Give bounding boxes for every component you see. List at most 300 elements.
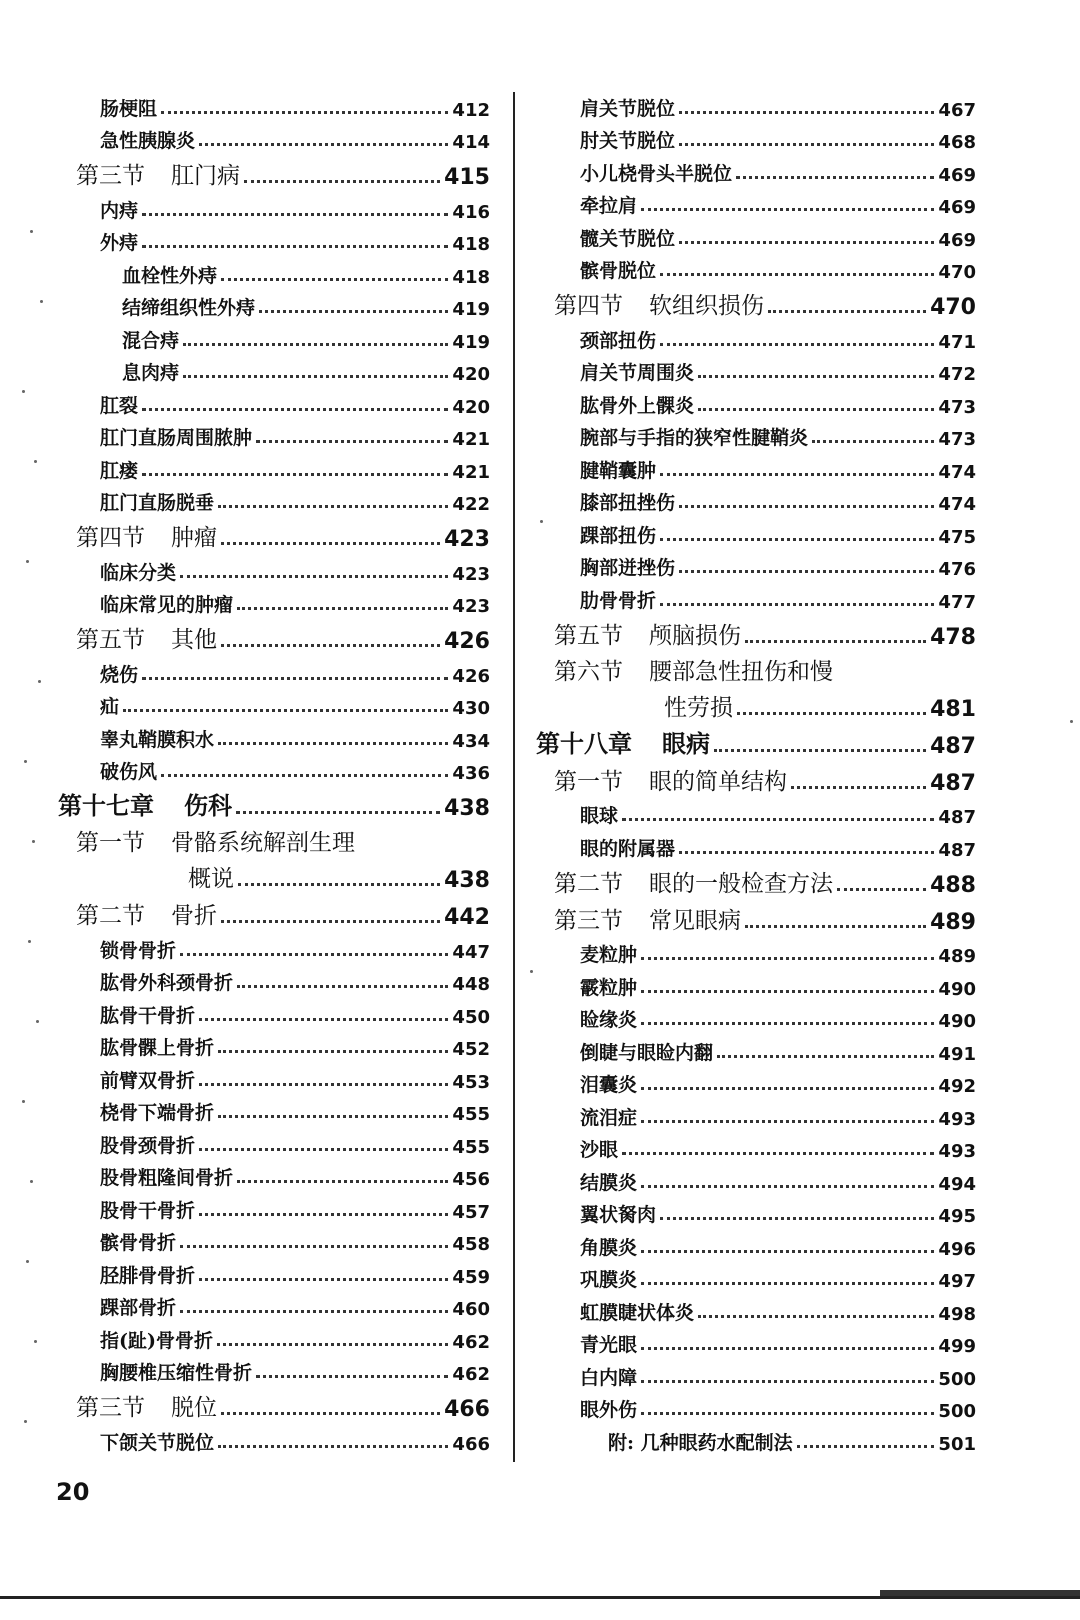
page-ref: 455: [452, 1136, 490, 1158]
scan-speck: [24, 1420, 27, 1423]
toc-item-entry[interactable]: [536, 218, 976, 251]
leader-dots: [180, 953, 448, 956]
page-ref: 426: [452, 665, 490, 687]
leader-dots: [660, 343, 934, 346]
leader-dots: [244, 180, 440, 183]
entry-title: 烧伤: [100, 663, 139, 686]
toc-item-entry[interactable]: [536, 1065, 976, 1098]
toc-section-entry[interactable]: [58, 153, 490, 190]
section-name: 眼的简单结构: [649, 768, 787, 795]
scan-speck: [34, 1340, 37, 1343]
leader-dots: [142, 408, 448, 411]
page-ref: 416: [452, 201, 490, 223]
page-ref: 436: [452, 763, 490, 784]
toc-note-entry[interactable]: [536, 1422, 976, 1455]
chapter-name: 眼病: [662, 728, 710, 758]
toc-item-entry[interactable]: [58, 385, 490, 418]
page-ref: 459: [452, 1266, 490, 1288]
leader-dots: [199, 1278, 448, 1281]
toc-section-entry[interactable]: [58, 893, 490, 930]
leader-dots: [218, 1115, 448, 1118]
page-ref: 494: [938, 1173, 976, 1195]
toc-item-entry[interactable]: [536, 828, 976, 861]
entry-title: [554, 287, 764, 320]
toc-item-entry[interactable]: [58, 121, 490, 154]
page-ref: 421: [452, 429, 490, 450]
page-ref: 487: [930, 770, 976, 796]
section-name-continued: 概说: [188, 866, 234, 892]
leader-dots: [737, 712, 926, 715]
entry-title: 膝部扭挫伤: [580, 492, 676, 514]
toc-item-entry[interactable]: [536, 1390, 976, 1423]
page-ref: 419: [452, 331, 490, 353]
leader-dots: [660, 603, 934, 606]
entry-title: 霰粒肿: [580, 976, 638, 999]
toc-item-entry[interactable]: [58, 223, 490, 256]
entry-title: 麦粒肿: [580, 944, 638, 966]
entry-title: 股骨粗隆间骨折: [100, 1167, 234, 1189]
scan-speck: [30, 1180, 33, 1183]
entry-title: 青光眼: [580, 1334, 638, 1356]
toc-item-entry[interactable]: [58, 450, 490, 483]
page-ref: 481: [930, 696, 976, 722]
page-ref: 487: [938, 839, 976, 861]
page-ref: 415: [444, 165, 490, 190]
toc-item-entry[interactable]: [536, 967, 976, 1000]
entry-title: [76, 897, 217, 930]
page-ref: 497: [938, 1271, 976, 1292]
scan-speck: [26, 560, 29, 563]
section-name-continued: 性劳损: [664, 694, 733, 721]
page-ref: 475: [938, 526, 976, 548]
section-number: 第六节: [554, 658, 623, 685]
toc-item-entry[interactable]: [536, 483, 976, 516]
entry-title: 锁骨骨折: [100, 939, 177, 962]
toc-section-entry[interactable]: [58, 821, 490, 857]
toc-item-entry[interactable]: [536, 450, 976, 483]
entry-title: 肱骨髁上骨折: [100, 1037, 215, 1059]
page-ref: 470: [930, 295, 976, 320]
toc-section-entry-continued[interactable]: [58, 857, 490, 893]
bottom-rule: [0, 1596, 1080, 1599]
leader-dots: [641, 1087, 934, 1090]
page-ref: 457: [452, 1201, 490, 1223]
page-ref: 430: [452, 698, 490, 719]
toc-section-entry[interactable]: [536, 898, 976, 935]
leader-dots: [217, 1343, 448, 1346]
page-ref: 414: [452, 132, 490, 153]
leader-dots: [161, 774, 448, 777]
section-number: 第四节: [554, 293, 623, 319]
section-name: 肿瘤: [171, 525, 217, 551]
page-ref: 473: [938, 396, 976, 418]
toc-item-entry[interactable]: [536, 320, 976, 353]
leader-dots: [256, 440, 448, 443]
entry-title: 肱骨外科颈骨折: [100, 972, 234, 994]
leader-dots: [622, 1152, 934, 1155]
page-ref: 490: [938, 978, 976, 1000]
entry-title: [76, 157, 240, 190]
section-number: 第二节: [554, 870, 623, 897]
section-number: 第三节: [76, 1395, 145, 1421]
toc-left-column: [58, 88, 490, 1455]
page-ref: 418: [452, 234, 490, 255]
toc-item-entry[interactable]: [536, 515, 976, 548]
scan-speck: [22, 1100, 25, 1103]
toc-item-entry[interactable]: [58, 1060, 490, 1093]
entry-title: [58, 786, 232, 821]
page-ref: 476: [938, 559, 976, 580]
leader-dots: [641, 208, 934, 211]
page-ref: 488: [930, 872, 976, 898]
page-ref: 491: [938, 1043, 976, 1065]
leader-dots: [237, 985, 448, 988]
leader-dots: [698, 1315, 934, 1318]
leader-dots: [714, 749, 926, 752]
toc-item-entry[interactable]: [536, 1357, 976, 1390]
scan-speck: [28, 940, 31, 943]
section-name: 骨折: [171, 903, 217, 929]
toc-subitem-entry[interactable]: [58, 320, 490, 353]
leader-dots: [221, 1412, 440, 1415]
entry-title: 肋骨骨折: [580, 589, 657, 612]
page-ref: 478: [930, 624, 976, 650]
toc-item-entry[interactable]: [58, 719, 490, 752]
toc-subitem-entry[interactable]: [58, 288, 490, 321]
leader-dots: [745, 925, 926, 928]
entry-title: 血栓性外痔: [122, 264, 218, 287]
leader-dots: [180, 1245, 448, 1248]
toc-item-entry[interactable]: [58, 1353, 490, 1386]
toc-section-entry[interactable]: [536, 650, 976, 686]
toc-item-entry[interactable]: [58, 1190, 490, 1223]
toc-item-entry[interactable]: [58, 1158, 490, 1191]
toc-item-entry[interactable]: [58, 1125, 490, 1158]
leader-dots: [199, 1213, 448, 1216]
entry-title: [76, 519, 217, 552]
leader-dots: [641, 1282, 934, 1285]
scan-speck: [540, 520, 543, 523]
toc-item-entry[interactable]: [536, 1260, 976, 1293]
leader-dots: [717, 1055, 934, 1058]
entry-title: 肛门直肠周围脓肿: [100, 427, 253, 449]
page-ref: 489: [938, 946, 976, 967]
leader-dots: [221, 278, 448, 281]
entry-title: 睑缘炎: [580, 1009, 638, 1031]
leader-dots: [641, 1412, 934, 1415]
entry-title: 肛门直肠脱垂: [100, 492, 215, 514]
entry-title: [536, 724, 710, 759]
entry-title: 翼状胬肉: [580, 1204, 657, 1226]
toc-item-entry[interactable]: [536, 1227, 976, 1260]
toc-item-entry[interactable]: [536, 186, 976, 219]
toc-item-entry[interactable]: [58, 1028, 490, 1061]
toc-item-entry[interactable]: [536, 1162, 976, 1195]
toc-item-entry[interactable]: [58, 483, 490, 516]
toc-section-entry[interactable]: [536, 759, 976, 796]
toc-section-entry[interactable]: [536, 283, 976, 320]
toc-item-entry[interactable]: [536, 1325, 976, 1358]
section-number: 第五节: [76, 627, 145, 653]
leader-dots: [199, 1018, 448, 1021]
toc-item-entry[interactable]: [536, 1097, 976, 1130]
leader-dots: [837, 888, 926, 891]
entry-title: 踝部扭伤: [580, 524, 657, 547]
entry-title: [76, 1389, 217, 1422]
toc-item-entry[interactable]: [536, 1195, 976, 1228]
page-ref: 496: [938, 1238, 976, 1260]
entry-title: 息肉痔: [122, 362, 180, 384]
entry-title: 临床分类: [100, 561, 177, 584]
toc-section-entry[interactable]: [58, 515, 490, 552]
entry-title: 倒睫与眼睑内翻: [580, 1041, 714, 1064]
page-ref: 498: [938, 1303, 976, 1325]
section-name: 其他: [171, 627, 217, 653]
entry-title: 下颌关节脱位: [100, 1431, 215, 1454]
page-ref: 442: [444, 905, 490, 930]
toc-item-entry[interactable]: [58, 1255, 490, 1288]
leader-dots: [641, 1380, 934, 1383]
leader-dots: [180, 575, 448, 578]
entry-title: 内痔: [100, 199, 139, 222]
entry-title: 巩膜炎: [580, 1269, 638, 1291]
page-ref: 489: [930, 909, 976, 935]
leader-dots: [660, 473, 934, 476]
entry-title: 肱骨外上髁炎: [580, 394, 695, 417]
toc-item-entry[interactable]: [536, 580, 976, 613]
toc-chapter-entry[interactable]: [536, 722, 976, 759]
section-name: 骨骼系统解剖生理: [171, 830, 355, 856]
leader-dots: [142, 473, 448, 476]
page-ref: 470: [938, 262, 976, 283]
toc-item-entry[interactable]: [536, 153, 976, 186]
toc-item-entry[interactable]: [536, 385, 976, 418]
toc-item-entry[interactable]: [536, 796, 976, 829]
page-ref: 448: [452, 974, 490, 995]
section-name: 腰部急性扭伤和慢: [649, 658, 833, 685]
section-number: 第一节: [76, 830, 145, 856]
entry-title: 角膜炎: [580, 1236, 638, 1259]
toc-item-entry[interactable]: [536, 935, 976, 968]
toc-item-entry[interactable]: [58, 1320, 490, 1353]
entry-title: 结膜炎: [580, 1171, 638, 1194]
toc-item-entry[interactable]: [536, 1000, 976, 1033]
entry-title: 睾丸鞘膜积水: [100, 728, 215, 751]
chapter-name: 伤科: [184, 791, 232, 820]
toc-item-entry[interactable]: [58, 752, 490, 785]
page-ref: 423: [452, 563, 490, 585]
page-ref: 462: [452, 1364, 490, 1385]
entry-title: 流泪症: [580, 1106, 638, 1129]
toc-item-entry[interactable]: [536, 548, 976, 581]
section-number: 第三节: [76, 163, 145, 189]
leader-dots: [218, 1445, 448, 1448]
toc-section-entry[interactable]: [536, 861, 976, 898]
entry-title: 腕部与手指的狭窄性腱鞘炎: [580, 427, 809, 449]
page-ref: 501: [938, 1433, 976, 1455]
toc-item-entry[interactable]: [58, 654, 490, 687]
leader-dots: [641, 1250, 934, 1253]
scan-speck: [22, 390, 25, 393]
scan-speck: [38, 680, 41, 683]
page-ref: 471: [938, 331, 976, 353]
toc-item-entry[interactable]: [58, 585, 490, 618]
entry-title: 泪囊炎: [580, 1074, 638, 1096]
page-ref: 438: [444, 868, 490, 893]
chapter-number: 第十八章: [536, 728, 632, 758]
toc-section-entry[interactable]: [536, 613, 976, 650]
page-ref: 495: [938, 1206, 976, 1227]
entry-title: 胫腓骨骨折: [100, 1264, 196, 1287]
leader-dots: [736, 176, 934, 179]
toc-right-column: [536, 88, 976, 1455]
toc-item-entry[interactable]: [58, 963, 490, 996]
page-ref: 455: [452, 1104, 490, 1125]
page-ref: 469: [938, 164, 976, 186]
page-ref: 466: [444, 1397, 490, 1422]
leader-dots: [768, 310, 926, 313]
section-number: 第一节: [554, 768, 623, 795]
page-ref: 434: [452, 730, 490, 752]
scan-speck: [24, 760, 27, 763]
leader-dots: [698, 375, 934, 378]
entry-title: 外痔: [100, 232, 139, 254]
entry-title: 肛瘘: [100, 459, 139, 482]
leader-dots: [641, 1022, 934, 1025]
toc-item-entry[interactable]: [536, 1032, 976, 1065]
page-ref: 490: [938, 1011, 976, 1032]
scan-speck: [26, 1260, 29, 1263]
entry-title: 股骨颈骨折: [100, 1134, 196, 1157]
leader-dots: [679, 143, 934, 146]
toc-section-entry[interactable]: [58, 1385, 490, 1422]
toc-item-entry[interactable]: [536, 418, 976, 451]
section-number: 第三节: [554, 907, 623, 934]
entry-title: 牵拉肩: [580, 195, 638, 217]
page-ref: 469: [938, 197, 976, 218]
entry-title: 眼的附属器: [580, 837, 676, 860]
page-ref: 458: [452, 1234, 490, 1255]
toc-item-entry[interactable]: [536, 88, 976, 121]
page-ref: 462: [452, 1331, 490, 1353]
entry-title: 肘关节脱位: [580, 130, 676, 152]
page-ref: 492: [938, 1076, 976, 1097]
toc-item-entry[interactable]: [536, 251, 976, 284]
section-number: 第四节: [76, 525, 145, 551]
page-ref: 452: [452, 1039, 490, 1060]
leader-dots: [161, 111, 448, 114]
leader-dots: [237, 607, 448, 610]
entry-title: 桡骨下端骨折: [100, 1102, 215, 1124]
leader-dots: [679, 851, 934, 854]
leader-dots: [221, 644, 440, 647]
page-ref: 450: [452, 1006, 490, 1028]
toc-item-entry[interactable]: [58, 418, 490, 451]
entry-title: 肱骨干骨折: [100, 1004, 196, 1027]
leader-dots: [218, 742, 448, 745]
scan-speck: [1070, 720, 1073, 723]
toc-item-entry[interactable]: [58, 995, 490, 1028]
leader-dots: [237, 1180, 448, 1183]
leader-dots: [698, 408, 934, 411]
toc-item-entry[interactable]: [536, 1292, 976, 1325]
leader-dots: [183, 375, 448, 378]
toc-item-entry[interactable]: [58, 552, 490, 585]
page-ref: 460: [452, 1299, 490, 1320]
page-ref: 420: [452, 364, 490, 385]
entry-title: 临床常见的肿瘤: [100, 594, 234, 616]
toc-item-entry[interactable]: [536, 353, 976, 386]
toc-section-entry-continued[interactable]: [536, 686, 976, 722]
toc-chapter-entry[interactable]: [58, 784, 490, 821]
toc-section-entry[interactable]: [58, 617, 490, 654]
toc-item-entry[interactable]: [536, 1130, 976, 1163]
toc-item-entry[interactable]: [58, 1288, 490, 1321]
scan-speck: [34, 460, 37, 463]
toc-item-entry[interactable]: [58, 1223, 490, 1256]
leader-dots: [221, 920, 440, 923]
page-ref: 423: [452, 596, 490, 617]
entry-title: [76, 621, 217, 654]
page-ref: 500: [938, 1368, 976, 1390]
toc-item-entry[interactable]: [58, 88, 490, 121]
entry-title: 眼球: [580, 805, 619, 827]
section-name: 眼的一般检查方法: [649, 870, 833, 897]
page-ref: 422: [452, 494, 490, 515]
entry-title: 急性胰腺炎: [100, 130, 196, 152]
toc-item-entry[interactable]: [536, 121, 976, 154]
entry-title: 胸部迸挫伤: [580, 557, 676, 579]
entry-title: 白内障: [580, 1366, 638, 1389]
toc-item-entry[interactable]: [58, 1422, 490, 1455]
leader-dots: [812, 440, 934, 443]
leader-dots: [236, 811, 440, 814]
page-ref: 487: [930, 733, 976, 759]
section-name: 脱位: [171, 1395, 217, 1421]
column-divider: [513, 92, 515, 1462]
toc-item-entry[interactable]: [58, 687, 490, 720]
toc-item-entry[interactable]: [58, 930, 490, 963]
page-ref: 466: [452, 1433, 490, 1455]
page-ref: 412: [452, 99, 490, 121]
page-ref: 421: [452, 461, 490, 483]
entry-title: [554, 763, 787, 796]
bottom-rule-thick: [880, 1590, 1080, 1596]
entry-title: 疝: [100, 696, 120, 718]
toc-subitem-entry[interactable]: [58, 353, 490, 386]
toc-item-entry[interactable]: [58, 190, 490, 223]
entry-title: 股骨干骨折: [100, 1199, 196, 1222]
leader-dots: [679, 111, 934, 114]
scan-speck: [30, 230, 33, 233]
entry-title: [554, 865, 833, 898]
entry-title: 结缔组织性外痔: [122, 297, 256, 319]
leader-dots: [199, 1148, 448, 1151]
chapter-number: 第十七章: [58, 791, 154, 820]
leader-dots: [679, 241, 934, 244]
leader-dots: [641, 1347, 934, 1350]
entry-title: 肛裂: [100, 394, 139, 417]
leader-dots: [641, 1120, 934, 1123]
page-ref: 447: [452, 941, 490, 963]
leader-dots: [218, 1050, 448, 1053]
entry-title: 虹膜睫状体炎: [580, 1301, 695, 1324]
toc-item-entry[interactable]: [58, 1093, 490, 1126]
toc-subitem-entry[interactable]: [58, 255, 490, 288]
leader-dots: [183, 343, 448, 346]
section-name: 软组织损伤: [649, 293, 764, 319]
page-ref: 453: [452, 1071, 490, 1093]
